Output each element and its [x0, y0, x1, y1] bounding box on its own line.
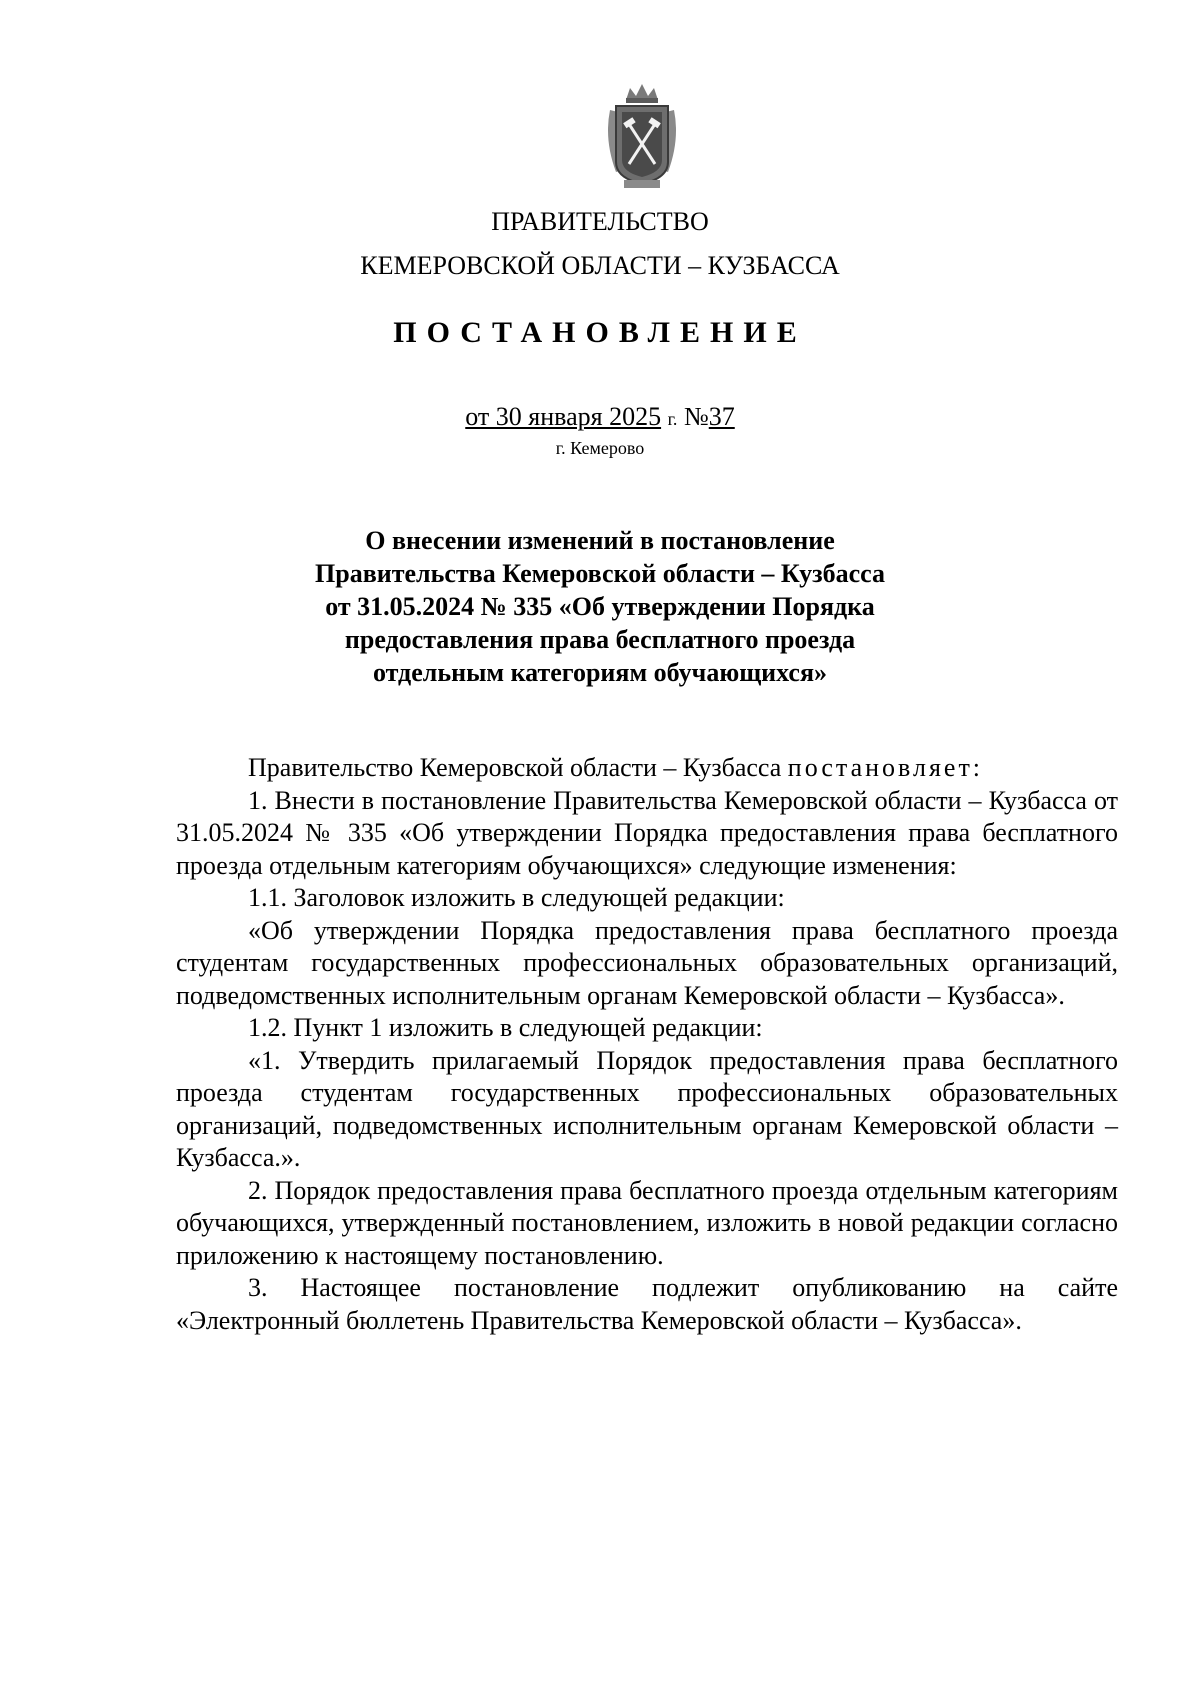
- preamble: [176, 752, 1118, 785]
- document-type-heading: ПОСТАНОВЛЕНИЕ: [393, 316, 807, 349]
- body-paragraph: «1. Утвердить прилагаемый Порядок предоставления права бесплатного проезда студентам государственных профессиональных образовательных организаций, подведомственных исполнительным органам Кемеровской области – Кузбасса.».: [176, 1045, 1118, 1172]
- year-suffix: г.: [667, 409, 678, 429]
- preamble-verb: постановляет:: [787, 753, 984, 782]
- government-name-line1: ПРАВИТЕЛЬСТВО: [491, 207, 709, 236]
- title-line: О внесении изменений в постановление: [365, 526, 835, 555]
- body-paragraph: 1. Внести в постановление Правительства Кемеровской области – Кузбасса от 31.05.2024 № 335 «Об утверждении Порядка предоставления права бесплатного проезда отдельным категориям обучающихся» следующие изменения:: [176, 785, 1118, 880]
- body-paragraph: «Об утверждении Порядка предоставления права бесплатного проезда студентам государственных профессиональных образовательных организаций, подведомственных исполнительным органам Кемеровской области – Кузбасса».: [176, 915, 1118, 1010]
- preamble-lead: Правительство Кемеровской области – Кузбасса: [248, 753, 788, 782]
- number-label: №: [683, 402, 709, 431]
- body-paragraph: 2. Порядок предоставления права бесплатного проезда отдельным категориям обучающихся, утвержденный постановлением, изложить в новой редакции согласно приложению к настоящему постановлению.: [176, 1175, 1118, 1270]
- date-number-line: [0, 402, 1200, 432]
- body-paragraph: 3. Настоящее постановление подлежит опубликованию на сайте «Электронный бюллетень Правительства Кемеровской области – Кузбасса».: [176, 1273, 1118, 1335]
- title-line: Правительства Кемеровской области – Кузбасса: [315, 559, 885, 588]
- body-paragraph: 1.1. Заголовок изложить в следующей редакции:: [248, 883, 785, 912]
- title-line: предоставления права бесплатного проезда: [344, 625, 856, 654]
- body-paragraph: 1.2. Пункт 1 изложить в следующей редакции:: [248, 1013, 763, 1042]
- title-line: отдельным категориям обучающихся»: [372, 658, 828, 687]
- document-title: [240, 524, 960, 689]
- coat-of-arms-emblem: [602, 80, 682, 192]
- title-line: от 31.05.2024 № 335 «Об утверждении Порядка: [325, 592, 875, 621]
- government-name-line2: КЕМЕРОВСКОЙ ОБЛАСТИ – КУЗБАССА: [360, 251, 840, 280]
- document-body: [176, 752, 1118, 1337]
- document-number: 37: [708, 402, 735, 431]
- document-city: г. Кемерово: [555, 438, 645, 458]
- document-date: от 30 января 2025: [465, 402, 662, 431]
